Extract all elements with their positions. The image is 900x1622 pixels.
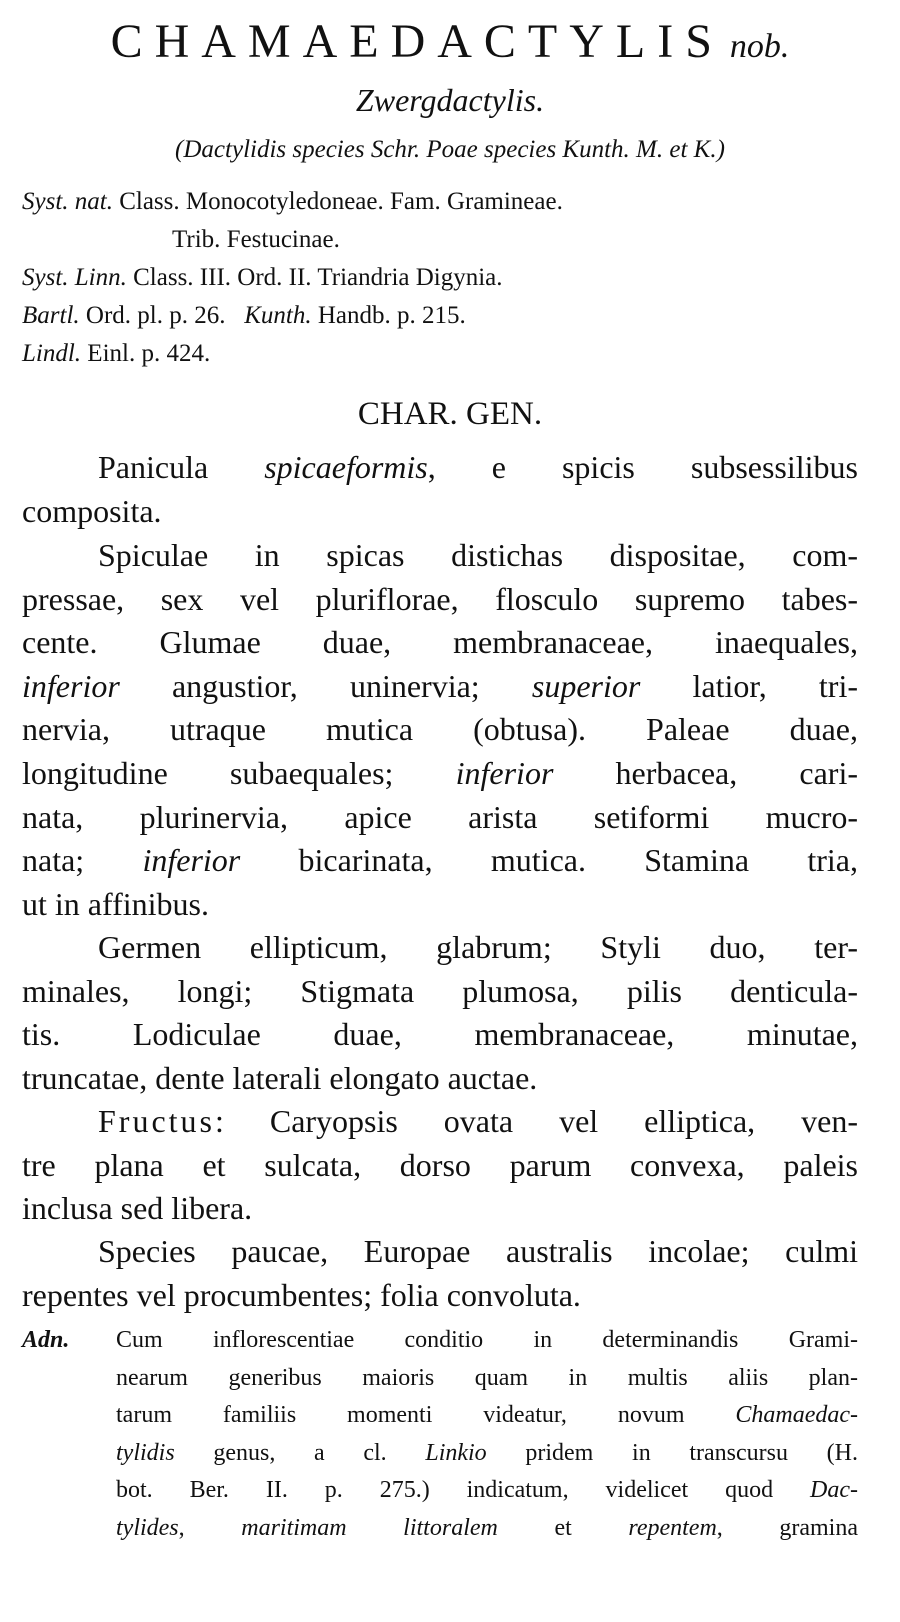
text-line: repentes vel procumbentes; folia convoluta. — [22, 1276, 581, 1313]
text-line: tis. Lodiculae duae, membranaceae, minutae, — [22, 1016, 858, 1053]
systematics-line-5 — [22, 340, 210, 368]
author-abbrev: nob. — [729, 28, 790, 65]
sys-text: Class. Monocotyledoneae. Fam. Gramineae. — [119, 188, 563, 215]
sys-label: Lindl. — [22, 340, 82, 367]
paragraph-species — [22, 1230, 858, 1317]
text-line: nervia, utraque mutica (obtusa). Paleae duae, — [22, 711, 858, 748]
text-line: tre plana et sulcata, dorso parum convexa, paleis — [22, 1146, 858, 1183]
genus-name: CHAMAEDACTYLIS — [110, 15, 724, 68]
sys-label: Bartl. — [22, 302, 80, 329]
genus-title — [0, 14, 900, 69]
german-name: Zwergdactylis. — [355, 82, 545, 118]
sys-label: Syst. nat. — [22, 188, 113, 215]
sys-text: Ord. pl. p. 26. — [85, 302, 226, 329]
sys-text: Einl. p. 424. — [87, 340, 211, 367]
sys-text: Trib. Festucinae. — [172, 226, 340, 253]
paragraph-fructus — [22, 1100, 858, 1231]
text-line: inclusa sed libera. — [22, 1190, 253, 1227]
sys-text: Class. III. Ord. II. Triandria Digynia. — [133, 264, 503, 291]
systematics-line-4 — [22, 302, 466, 330]
note-line: Cum inflorescentiae conditio in determinandis Grami- — [116, 1327, 858, 1353]
section-heading: CHAR. GEN. — [357, 396, 543, 432]
paragraph-germen — [22, 926, 858, 1100]
annotation-note — [22, 1322, 858, 1548]
text-line: Spiculae in spicas distichas dispositae, com- — [98, 537, 858, 573]
synonyms-line: (Dactylidis species Schr. Poae species Kunth. M. et K.) — [175, 136, 725, 163]
text-line: Panicula spicaeformis, e spicis subsessilibus — [98, 449, 859, 485]
text-line: nata; inferior bicarinata, mutica. Stamina tria, — [22, 842, 859, 879]
text-line: longitudine subaequales; inferior herbacea, cari- — [22, 754, 859, 791]
text-line: nata, plurinervia, apice arista setiformi mucro- — [22, 798, 858, 835]
text-line: pressae, sex vel pluriflorae, flosculo supremo tabes- — [22, 580, 858, 617]
text-line: Germen ellipticum, glabrum; Styli duo, ter- — [98, 929, 858, 965]
sys-text-2: Handb. p. 215. — [317, 302, 466, 329]
sys-label-2: Kunth. — [244, 302, 312, 329]
note-label: Adn. — [22, 1327, 70, 1353]
text-line: composita. — [22, 492, 162, 529]
note-line: nearum generibus maioris quam in multis aliis plan- — [116, 1364, 858, 1391]
sys-label: Syst. Linn. — [22, 264, 127, 291]
text-line: ut in affinibus. — [22, 885, 209, 922]
systematics-line-1 — [22, 188, 563, 216]
text-line: minales, longi; Stigmata plumosa, pilis denticula- — [22, 972, 858, 1009]
text-line: Species paucae, Europae australis incolae; culmi — [98, 1233, 858, 1269]
paragraph-spiculae — [22, 534, 858, 926]
text-line: inferior angustior, uninervia; superior latior, tri- — [22, 667, 859, 704]
note-line: tarum familiis momenti videatur, novum Chamaedac- — [116, 1402, 858, 1429]
paragraph-panicula — [22, 446, 858, 533]
text-line: truncatae, dente laterali elongato auctae. — [22, 1059, 538, 1096]
systematics-line-3 — [22, 264, 503, 292]
note-line: tylides, maritimam littoralem et repentem, gramina — [116, 1514, 859, 1541]
note-line: tylidis genus, a cl. Linkio pridem in transcursu (H. — [116, 1439, 858, 1466]
systematics-line-2 — [172, 226, 340, 254]
note-line: bot. Ber. II. p. 275.) indicatum, videlicet quod Dac- — [116, 1477, 858, 1504]
text-line: Fructus: Caryopsis ovata vel elliptica, ven- — [98, 1103, 858, 1139]
text-line: cente. Glumae duae, membranaceae, inaequales, — [22, 624, 858, 661]
